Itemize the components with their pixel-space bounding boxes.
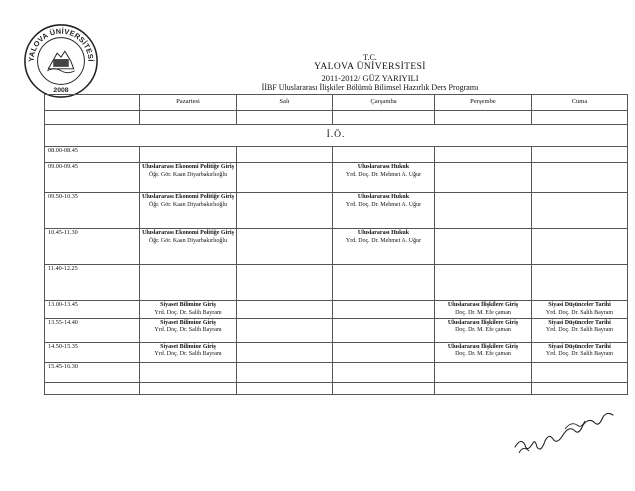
- time-slot: 08.00-08.45: [45, 147, 140, 163]
- instructor-name: Öğr. Gör. Kaan Diyarbakırlıoğlu: [148, 201, 228, 208]
- schedule-row: [45, 301, 628, 319]
- instructor-name: Yrd. Doç. Dr. Mehmet A. Uğur: [345, 201, 422, 208]
- class-cell: [532, 362, 628, 382]
- class-cell: [140, 342, 237, 362]
- instructor-name: Yrd. Doç. Dr. Salih Bayram: [545, 351, 614, 358]
- svg-text:2008: 2008: [53, 87, 69, 95]
- class-cell: [333, 229, 435, 265]
- course-name: Uluslararası Hukuk: [357, 164, 410, 170]
- schedule-row: [45, 147, 628, 163]
- instructor-name: Yrd. Doç. Dr. Salih Bayram: [154, 327, 222, 334]
- day-header-friday: Cuma: [532, 95, 628, 111]
- class-cell: [532, 193, 628, 229]
- class-cell: [140, 362, 237, 382]
- course-name: Uluslararası İlişkilere Giriş: [447, 319, 519, 326]
- day-header-monday: Pazartesi: [140, 95, 237, 111]
- instructor-name: Yrd. Doç. Dr. Mehmet A. Uğur: [345, 237, 422, 244]
- blank-row: [45, 111, 628, 125]
- time-slot: 11.40-12.25: [45, 265, 140, 301]
- course-name: Uluslararası Hukuk: [357, 230, 410, 236]
- class-cell: [140, 301, 237, 319]
- class-cell: [333, 265, 435, 301]
- blank-row: [45, 382, 628, 394]
- class-cell: [532, 147, 628, 163]
- instructor-name: Doç. Dr. M. Efe çaman: [455, 351, 511, 358]
- class-cell: [435, 147, 532, 163]
- class-cell: [237, 362, 333, 382]
- schedule-row: [45, 265, 628, 301]
- class-cell: [435, 342, 532, 362]
- class-cell: [435, 301, 532, 319]
- schedule-row: [45, 318, 628, 342]
- class-cell: [532, 163, 628, 193]
- course-name: Siyasi Düşünceler Tarihi: [548, 343, 611, 350]
- day-header-wednesday: Çarşamba: [333, 95, 435, 111]
- class-cell: [237, 265, 333, 301]
- section-row: [45, 125, 628, 147]
- schedule-row: [45, 229, 628, 265]
- instructor-name: Yrd. Doç. Dr. Salih Bayram: [545, 309, 614, 316]
- instructor-name: Yrd. Doç. Dr. Salih Bayram: [154, 309, 222, 316]
- time-slot: 13.55-14.40: [45, 318, 140, 342]
- instructor-name: Yrd. Doç. Dr. Salih Bayram: [545, 327, 614, 334]
- time-slot: 10.45-11.30: [45, 229, 140, 265]
- class-cell: [237, 163, 333, 193]
- class-cell: [435, 229, 532, 265]
- class-cell: [333, 342, 435, 362]
- day-header-tuesday: Salı: [237, 95, 333, 111]
- header-line-tc: T.C.: [363, 53, 377, 62]
- instructor-name: Doç. Dr. M. Efe çaman: [455, 327, 511, 334]
- class-cell: [333, 147, 435, 163]
- time-slot: 09.50-10.35: [45, 193, 140, 229]
- instructor-name: Öğr. Gör. Kaan Diyarbakırlıoğlu: [148, 171, 228, 178]
- schedule-row: [45, 163, 628, 193]
- corner-cell: [45, 95, 140, 111]
- class-cell: [140, 265, 237, 301]
- class-cell: [532, 342, 628, 362]
- day-header-row: [45, 95, 628, 111]
- schedule-row: [45, 362, 628, 382]
- class-cell: [532, 301, 628, 319]
- class-cell: [237, 318, 333, 342]
- class-cell: [532, 265, 628, 301]
- svg-text:YALOVA ÜNİVERSİTESİ: YALOVA ÜNİVERSİTESİ: [26, 26, 96, 62]
- time-slot: 13.00-13.45: [45, 301, 140, 319]
- section-label: İ.Ö.: [45, 125, 628, 147]
- course-name: Uluslararası Ekonomi Politiğe Giriş: [142, 230, 234, 236]
- class-cell: [237, 342, 333, 362]
- class-cell: [140, 147, 237, 163]
- course-name: Uluslararası İlişkilere Giriş: [447, 343, 519, 350]
- course-name: Siyasi Düşünceler Tarihi: [548, 302, 611, 308]
- instructor-name: Doç. Dr. M. Efe çaman: [455, 309, 511, 316]
- instructor-name: Yrd. Doç. Dr. Salih Bayram: [154, 351, 222, 358]
- time-slot: 15.45-16.30: [45, 362, 140, 382]
- course-name: Uluslararası Ekonomi Politiğe Giriş: [142, 194, 234, 200]
- course-name: Uluslararası İlişkilere Giriş: [447, 302, 519, 308]
- time-slot: 14.50-15.35: [45, 342, 140, 362]
- time-slot: 09.00-09.45: [45, 163, 140, 193]
- class-cell: [333, 193, 435, 229]
- class-cell: [435, 163, 532, 193]
- class-cell: [140, 193, 237, 229]
- class-cell: [532, 229, 628, 265]
- class-cell: [333, 163, 435, 193]
- class-cell: [140, 318, 237, 342]
- schedule-table: [44, 94, 628, 395]
- instructor-name: Yrd. Doç. Dr. Mehmet A. Uğur: [345, 171, 422, 178]
- instructor-name: Öğr. Gör. Kaan Diyarbakırlıoğlu: [148, 237, 228, 244]
- day-header-thursday: Perşembe: [435, 95, 532, 111]
- class-cell: [333, 301, 435, 319]
- class-cell: [237, 229, 333, 265]
- class-cell: [435, 265, 532, 301]
- class-cell: [237, 301, 333, 319]
- course-name: Uluslararası Hukuk: [357, 194, 410, 200]
- class-cell: [140, 229, 237, 265]
- handwritten-signature: [505, 395, 620, 465]
- class-cell: [140, 163, 237, 193]
- class-cell: [435, 318, 532, 342]
- class-cell: [532, 318, 628, 342]
- header-term: 2011-2012/ GÜZ YARIYILI: [321, 73, 419, 83]
- class-cell: [333, 318, 435, 342]
- header-program-title: İİBF Uluslararası İlişkiler Bölümü Bilimsel Hazırlık Ders Programı: [261, 83, 479, 92]
- class-cell: [435, 362, 532, 382]
- schedule-row: [45, 342, 628, 362]
- header-university: YALOVA ÜNİVERSİTESİ: [314, 62, 426, 72]
- course-name: Siyaset Bilimine Giriş: [160, 343, 216, 350]
- class-cell: [435, 193, 532, 229]
- course-name: Siyaset Bilimine Giriş: [160, 302, 216, 308]
- university-seal-logo: [22, 22, 100, 100]
- course-name: Siyasi Düşünceler Tarihi: [548, 319, 611, 326]
- course-name: Uluslararası Ekonomi Politiğe Giriş: [142, 164, 234, 170]
- class-cell: [237, 147, 333, 163]
- class-cell: [237, 193, 333, 229]
- schedule-row: [45, 193, 628, 229]
- class-cell: [333, 362, 435, 382]
- course-name: Siyaset Bilimine Giriş: [160, 319, 216, 326]
